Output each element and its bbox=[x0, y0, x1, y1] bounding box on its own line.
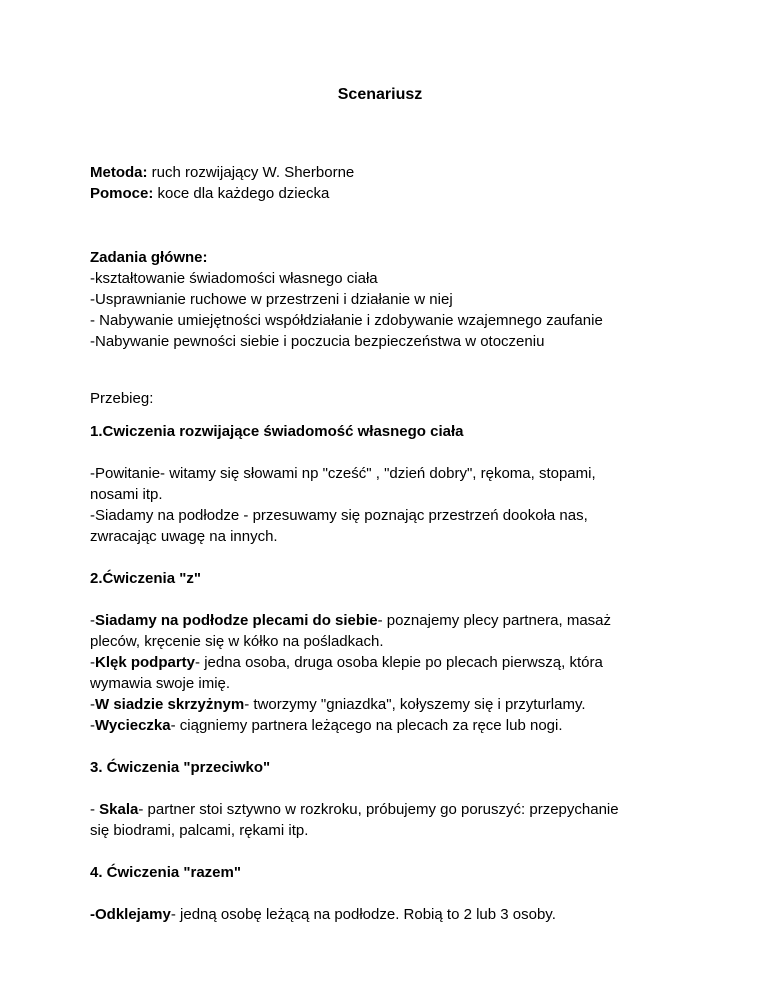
document-page bbox=[90, 84, 690, 925]
method-line bbox=[90, 162, 690, 183]
section4-item1 bbox=[90, 904, 690, 925]
section2-item3 bbox=[90, 694, 690, 715]
section2-item1 bbox=[90, 610, 690, 631]
exercise-name: W siadzie skrzyżnym bbox=[95, 696, 245, 713]
exercise-desc: - partner stoi sztywno w rozkroku, próbujemy go poruszyć: przepychanie bbox=[138, 801, 619, 818]
exercise-desc: - jedną osobę leżącą na podłodze. Robią to 2 lub 3 osoby. bbox=[170, 906, 556, 923]
section4-heading: 4. Ćwiczenia "razem" bbox=[90, 864, 241, 881]
section2-heading: 2.Ćwiczenia "z" bbox=[90, 570, 201, 587]
section1-para1-line1: -Powitanie- witamy się słowami np "cześć" , "dzień dobry", rękoma, stopami, bbox=[90, 465, 596, 482]
goal-item: -Nabywanie pewności siebie i poczucia bezpieczeństwa w otoczeniu bbox=[90, 333, 545, 350]
dash: - bbox=[90, 612, 95, 629]
section3-heading: 3. Ćwiczenia "przeciwko" bbox=[90, 759, 271, 776]
section2-item1-line2: pleców, kręcenie się w kółko na pośladkach. bbox=[90, 633, 384, 650]
section3-item1 bbox=[90, 799, 690, 820]
exercise-name: Skala bbox=[99, 801, 139, 818]
section3-item1-line2: się biodrami, palcami, rękami itp. bbox=[90, 822, 309, 839]
exercise-name: Wycieczka bbox=[95, 717, 171, 734]
dash: - bbox=[90, 801, 100, 818]
dash: - bbox=[90, 696, 95, 713]
exercise-name: Siadamy na podłodze plecami do siebie bbox=[95, 612, 378, 629]
section1-heading: 1.Cwiczenia rozwijające świadomość własnego ciała bbox=[90, 423, 464, 440]
aids-line bbox=[90, 183, 690, 204]
goal-item: - Nabywanie umiejętności współdziałanie i zdobywanie wzajemnego zaufanie bbox=[90, 312, 603, 329]
dash: - bbox=[90, 654, 95, 671]
section2-item4 bbox=[90, 715, 690, 736]
dash: - bbox=[90, 717, 95, 734]
section1-para1-line2: nosami itp. bbox=[90, 486, 163, 503]
exercise-desc: - jedna osoba, druga osoba klepie po plecach pierwszą, która bbox=[195, 654, 603, 671]
goal-item: -kształtowanie świadomości własnego ciała bbox=[90, 270, 378, 287]
exercise-desc: - ciągniemy partnera leżącego na plecach za ręce lub nogi. bbox=[170, 717, 563, 734]
exercise-name: Klęk podparty bbox=[95, 654, 196, 671]
section2-item2 bbox=[90, 652, 690, 673]
exercise-name: -Odklejamy bbox=[90, 906, 171, 923]
goal-item: -Usprawnianie ruchowe w przestrzeni i działanie w niej bbox=[90, 291, 453, 308]
exercise-desc: - tworzymy "gniazdka", kołyszemy się i przyturlamy. bbox=[244, 696, 586, 713]
goals-heading: Zadania główne: bbox=[90, 249, 208, 266]
section2-item2-line2: wymawia swoje imię. bbox=[90, 675, 231, 692]
document-title: Scenariusz bbox=[337, 86, 423, 103]
method-value: ruch rozwijający W. Sherborne bbox=[147, 164, 355, 181]
przebieg-label: Przebieg: bbox=[90, 390, 154, 407]
aids-label: Pomoce: bbox=[90, 185, 154, 202]
section1-para2-line2: zwracając uwagę na innych. bbox=[90, 528, 278, 545]
aids-value: koce dla każdego dziecka bbox=[153, 185, 330, 202]
method-label: Metoda: bbox=[90, 164, 148, 181]
section1-para2-line1: -Siadamy na podłodze - przesuwamy się poznając przestrzeń dookoła nas, bbox=[90, 507, 588, 524]
exercise-desc: - poznajemy plecy partnera, masaż bbox=[377, 612, 612, 629]
